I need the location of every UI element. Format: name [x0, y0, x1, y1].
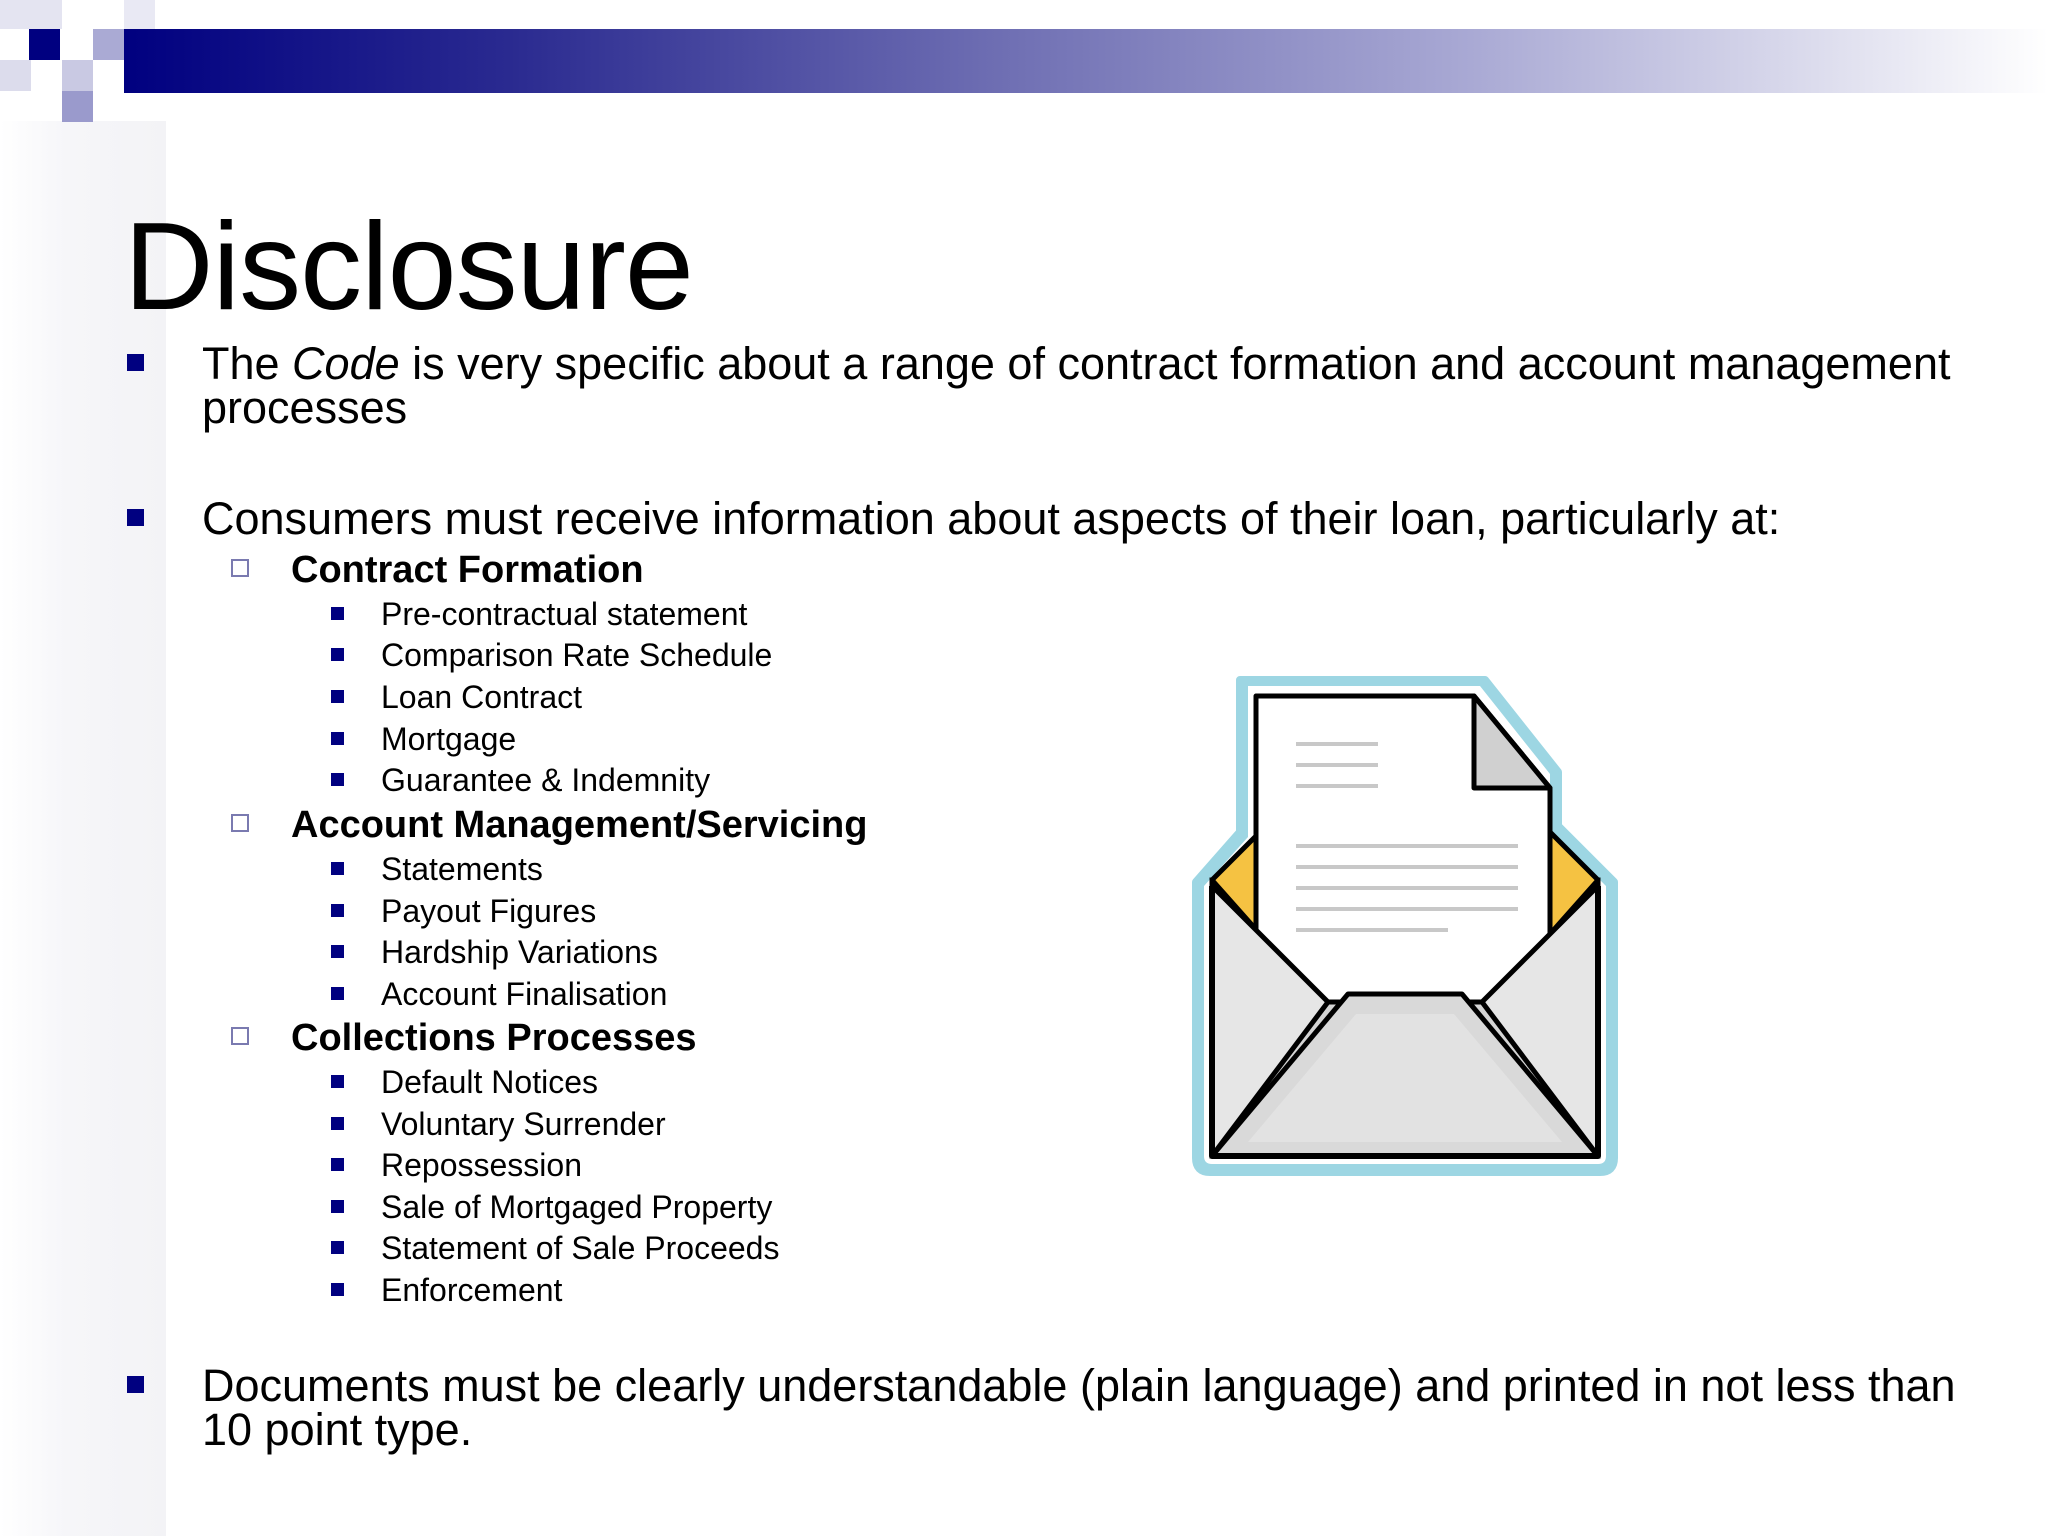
square-bullet-icon [127, 354, 144, 371]
list-item: Payout Figures [381, 893, 597, 929]
list-item: Statements [381, 851, 543, 887]
bullet-text-suffix: is very specific about a range of contract formation and account management processes [202, 338, 1951, 433]
list-item: Comparison Rate Schedule [381, 637, 773, 673]
header-gradient-bar [124, 29, 2048, 93]
open-envelope-with-letter-icon [1188, 672, 1624, 1180]
square-bullet-icon [127, 1376, 144, 1393]
group-heading-collections-processes: Collections Processes [291, 1017, 697, 1059]
square-bullet-icon [331, 1200, 344, 1213]
list-item: Hardship Variations [381, 934, 658, 970]
square-bullet-icon [127, 509, 144, 526]
list-item: Pre-contractual statement [381, 596, 748, 632]
square-bullet-icon [331, 1075, 344, 1088]
square-bullet-icon [331, 648, 344, 661]
square-bullet-icon [331, 904, 344, 917]
list-item: Loan Contract [381, 679, 583, 715]
list-item: Sale of Mortgaged Property [381, 1189, 773, 1225]
group-heading-contract-formation: Contract Formation [291, 549, 644, 591]
square-bullet-icon [331, 945, 344, 958]
square-bullet-icon [331, 690, 344, 703]
list-item: Enforcement [381, 1272, 563, 1308]
bullet-text-code [202, 338, 1962, 433]
square-bullet-icon [331, 773, 344, 786]
list-item: Statement of Sale Proceeds [381, 1230, 780, 1266]
hollow-square-bullet-icon [231, 1027, 249, 1045]
list-item: Guarantee & Indemnity [381, 762, 711, 798]
hollow-square-bullet-icon [231, 814, 249, 832]
square-bullet-icon [331, 862, 344, 875]
square-bullet-icon [331, 732, 344, 745]
list-item: Voluntary Surrender [381, 1106, 666, 1142]
square-bullet-icon [331, 1117, 344, 1130]
bullet-text-documents: Documents must be clearly understandable (plain language) and printed in not less than 10 point type. [202, 1360, 1956, 1455]
list-item: Repossession [381, 1147, 582, 1183]
list-item: Account Finalisation [381, 976, 668, 1012]
square-bullet-icon [331, 1158, 344, 1171]
square-bullet-icon [331, 987, 344, 1000]
square-bullet-icon [331, 1241, 344, 1254]
bullet-text-italic-code: Code [292, 338, 400, 389]
list-item: Mortgage [381, 721, 517, 757]
square-bullet-icon [331, 607, 344, 620]
group-heading-account-management: Account Management/Servicing [291, 804, 868, 846]
slide-title: Disclosure [124, 198, 693, 336]
bullet-text-prefix: The [202, 338, 293, 389]
bullet-text-consumers: Consumers must receive information about aspects of their loan, particularly at: [202, 493, 1781, 544]
list-item: Default Notices [381, 1064, 598, 1100]
square-bullet-icon [331, 1283, 344, 1296]
hollow-square-bullet-icon [231, 559, 249, 577]
